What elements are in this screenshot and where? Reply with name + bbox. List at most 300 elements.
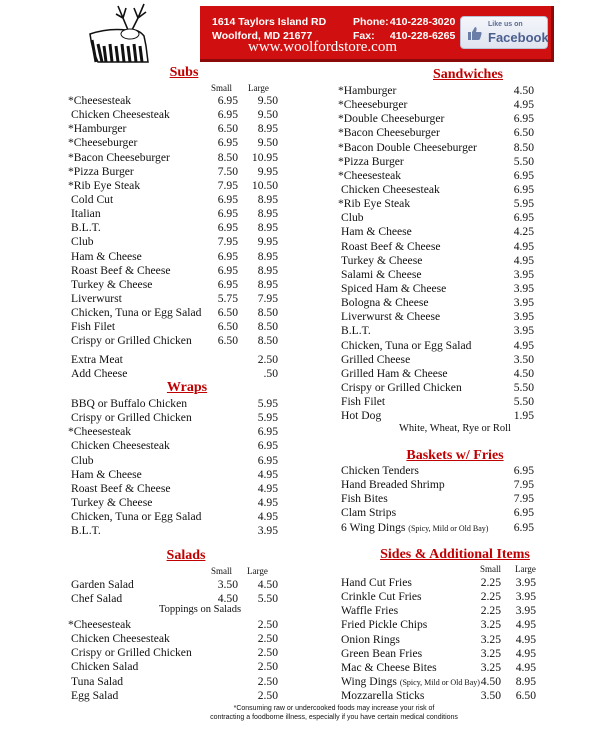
item-name-text: Grilled Ham & Cheese: [341, 366, 448, 380]
item-price-large: 9.50: [257, 94, 278, 107]
item-price-price: 4.95: [257, 467, 278, 481]
item-name: [71, 221, 101, 235]
baskets-list: [338, 464, 538, 535]
item-name: [71, 306, 201, 320]
item-name-text: *Bacon Double Cheeseburger: [338, 140, 477, 154]
item-price-small: 6.95: [217, 136, 238, 150]
item-price-price: 5.95: [513, 197, 534, 211]
item-price-small: 8.50: [217, 150, 238, 164]
item-price-price: 6.95: [513, 112, 534, 126]
item-name: [68, 165, 134, 179]
menu-item: [338, 661, 538, 675]
menu-item: [338, 183, 538, 197]
item-price-price: 7.95: [513, 492, 534, 506]
item-name-text: Green Bean Fries: [341, 646, 423, 660]
item-price-small: 7.95: [217, 178, 238, 192]
sides-list: [338, 576, 538, 703]
item-name-text: Wing Dings: [341, 674, 397, 688]
item-price-large: 8.95: [257, 263, 278, 277]
item-name-text: Club: [341, 211, 364, 225]
item-price-large: 9.95: [257, 235, 278, 249]
menu-item: [338, 296, 538, 310]
sides-large-header: Large: [515, 564, 536, 574]
item-price-price: 2.50: [257, 632, 278, 646]
menu-item: [68, 334, 278, 348]
deer-logo-icon: [88, 0, 158, 64]
item-name-text: Chicken, Tuna or Egg Salad: [341, 338, 472, 352]
item-name: [68, 618, 131, 632]
item-price-small: 6.50: [217, 122, 238, 136]
item-price-small: 7.95: [217, 235, 238, 249]
item-price-large: 4.50: [257, 578, 278, 591]
item-price-price: 3.95: [257, 524, 278, 538]
item-price-large: 3.95: [515, 590, 536, 604]
salads-large-header: Large: [247, 566, 268, 576]
item-price-price: 5.50: [513, 380, 534, 394]
item-name-text: Add Cheese: [71, 367, 128, 381]
item-price-price: 5.95: [257, 397, 278, 410]
item-name: [341, 282, 446, 296]
menu-item: [68, 524, 278, 538]
fax-number: 410-228-6265: [389, 30, 456, 42]
item-name: [341, 339, 471, 353]
menu-item: [338, 141, 538, 155]
menu-item: [338, 353, 538, 367]
item-price-price: 3.95: [513, 267, 534, 281]
item-price-price: 3.95: [513, 310, 534, 324]
item-price-price: 8.50: [513, 140, 534, 154]
sandwiches-list: [338, 84, 538, 423]
menu-item: [338, 197, 538, 211]
item-price-small: 6.95: [217, 249, 238, 263]
item-price-small: 2.25: [480, 604, 501, 618]
item-price-large: 9.50: [257, 108, 278, 122]
item-name: [338, 98, 407, 112]
item-name: [341, 478, 445, 492]
item-name-text: Roast Beef & Cheese: [341, 239, 441, 253]
item-price-large: 4.95: [515, 632, 536, 646]
item-name: [338, 126, 440, 140]
item-name-text: Chicken Cheesesteak: [71, 439, 170, 453]
item-name-text: Chicken Cheesesteak: [71, 632, 170, 646]
address-line2: Woolford, MD 21677: [212, 30, 313, 42]
item-name: [71, 411, 192, 425]
item-name-text: Crispy or Grilled Chicken: [71, 411, 192, 425]
item-name: [71, 468, 142, 482]
menu-item: [68, 292, 278, 306]
item-name: [71, 353, 123, 367]
food-safety-footnote: [210, 704, 458, 722]
item-name: [71, 250, 142, 264]
item-price-large: 5.50: [257, 592, 278, 606]
item-price-large: 3.95: [515, 604, 536, 618]
item-price-large: 8.95: [515, 674, 536, 688]
menu-item: [68, 411, 278, 425]
item-name-text: Crispy or Grilled Chicken: [71, 646, 192, 660]
menu-item: [338, 126, 538, 140]
item-price-small: 5.75: [217, 291, 238, 305]
item-price-price: 5.50: [513, 154, 534, 168]
item-name: [71, 108, 170, 122]
item-name: [341, 211, 364, 225]
phone-label: Phone:: [353, 16, 389, 28]
sides-small-header: Small: [480, 564, 502, 574]
item-price-price: 4.95: [257, 481, 278, 495]
item-price-price: 2.50: [257, 618, 278, 631]
item-name: [68, 179, 140, 193]
item-price-small: 6.50: [217, 306, 238, 320]
item-name-text: Crispy or Grilled Chicken: [71, 334, 192, 348]
item-name-text: Hand Cut Fries: [341, 576, 412, 589]
item-name-text: *Bacon Cheeseburger: [338, 126, 440, 140]
menu-item: [68, 367, 278, 381]
subs-list: [68, 94, 278, 349]
menu-item: [68, 689, 278, 703]
item-name-text: Liverwurst: [71, 291, 122, 305]
menu-item: [68, 136, 278, 150]
item-name: [71, 482, 171, 496]
item-price-small: 3.25: [480, 646, 501, 660]
menu-item: [68, 165, 278, 179]
item-name: [71, 632, 170, 646]
item-name: [341, 409, 381, 423]
item-name-text: Chef Salad: [71, 592, 123, 606]
item-name: [341, 647, 422, 661]
item-name-text: Tuna Salad: [71, 674, 124, 688]
item-name: [71, 278, 152, 292]
item-price-large: 4.95: [515, 660, 536, 674]
item-price-price: 5.50: [513, 395, 534, 409]
item-price-price: 3.95: [513, 281, 534, 295]
item-name-text: Ham & Cheese: [341, 225, 412, 239]
phone-number: 410-228-3020: [389, 16, 456, 28]
footnote-line1: *Consuming raw or undercooked foods may increase your risk of: [233, 705, 435, 712]
item-name: [341, 506, 396, 520]
item-name-text: Spiced Ham & Cheese: [341, 281, 447, 295]
item-name-text: Chicken Salad: [71, 660, 139, 674]
item-name-text: *Rib Eye Steak: [338, 197, 411, 211]
salad-toppings-list: [68, 618, 278, 703]
menu-item: [68, 482, 278, 496]
item-name-text: Club: [71, 453, 94, 467]
item-name: [341, 296, 429, 310]
facebook-like-button[interactable]: [460, 16, 548, 49]
item-name: [71, 592, 122, 606]
menu-item: [338, 478, 538, 492]
item-name: [68, 122, 126, 136]
item-price-large: 8.95: [257, 122, 278, 136]
item-name-text: Bologna & Cheese: [341, 296, 429, 310]
item-price-price: 2.50: [257, 688, 278, 702]
item-name: [71, 207, 101, 221]
item-name: [341, 689, 424, 703]
item-name: [71, 320, 115, 334]
item-price-price: 4.50: [513, 84, 534, 97]
item-name-text: BBQ or Buffalo Chicken: [71, 397, 188, 410]
item-name: [68, 94, 131, 108]
item-name-text: Roast Beef & Cheese: [71, 481, 171, 495]
item-price-small: 3.25: [480, 660, 501, 674]
item-name-text: *Pizza Burger: [338, 154, 404, 168]
menu-item: [68, 618, 278, 632]
menu-item: [338, 675, 538, 689]
item-name: [341, 353, 410, 367]
item-name-text: *Pizza Burger: [68, 164, 134, 178]
item-name-text: Chicken Tenders: [341, 464, 419, 477]
item-price-large: 9.95: [257, 164, 278, 178]
menu-item: [338, 225, 538, 239]
item-price-price: 6.50: [513, 126, 534, 140]
item-price-small: 7.50: [217, 164, 238, 178]
item-price-small: 6.50: [217, 334, 238, 348]
baskets-title: Baskets w/ Fries: [406, 448, 504, 463]
wraps-title: Wraps: [166, 380, 208, 395]
menu-item: [68, 468, 278, 482]
item-name-text: Garden Salad: [71, 578, 134, 591]
toppings-label: Toppings on Salads: [158, 604, 242, 615]
menu-item: [68, 454, 278, 468]
menu-item: [68, 353, 278, 367]
menu-item: [338, 604, 538, 618]
menu-item: [338, 576, 538, 590]
menu-item: [338, 324, 538, 338]
item-name-text: *Cheeseburger: [338, 98, 408, 112]
facebook-line1: Like us on: [488, 21, 523, 28]
item-price-price: 6.95: [513, 464, 534, 477]
subs-extras-list: [68, 353, 278, 381]
item-name-text: Turkey & Cheese: [341, 253, 423, 267]
menu-item: [338, 689, 538, 703]
item-name: [338, 155, 404, 169]
menu-item: [338, 647, 538, 661]
menu-item: [68, 578, 278, 592]
item-name-text: *Rib Eye Steak: [68, 178, 141, 192]
menu-item: [338, 254, 538, 268]
item-name: [338, 197, 410, 211]
item-price-price: 2.50: [257, 660, 278, 674]
item-price-price: 4.95: [513, 98, 534, 112]
menu-item: [338, 521, 538, 535]
menu-item: [68, 250, 278, 264]
item-name: [71, 334, 192, 348]
menu-item: [338, 268, 538, 282]
item-name-text: Crispy or Grilled Chicken: [341, 380, 462, 394]
item-note: (Spicy, Mild or Old Bay): [408, 523, 489, 533]
menu-item: [338, 84, 538, 98]
item-price-small: 6.95: [217, 94, 238, 107]
menu-item: [338, 409, 538, 423]
item-price-price: 4.95: [513, 253, 534, 267]
item-price-price: 4.50: [513, 366, 534, 380]
menu-item: [338, 506, 538, 520]
salads-list: [68, 578, 278, 606]
item-price-price: 6.95: [513, 506, 534, 520]
menu-item: [68, 221, 278, 235]
menu-item: [68, 207, 278, 221]
item-name-text: Fish Bites: [341, 492, 388, 506]
menu-item: [338, 282, 538, 296]
item-name-text: Chicken Cheesesteak: [341, 182, 440, 196]
item-price-large: 8.95: [257, 192, 278, 206]
menu-item: [68, 235, 278, 249]
menu-item: [68, 306, 278, 320]
menu-item: [68, 278, 278, 292]
menu-item: [338, 590, 538, 604]
item-name: [341, 254, 422, 268]
item-name-text: Ham & Cheese: [71, 467, 142, 481]
item-name: [71, 264, 171, 278]
item-price-large: 8.95: [257, 207, 278, 221]
item-name-text: Cold Cut: [71, 192, 114, 206]
item-price-price: 6.95: [513, 520, 534, 534]
menu-item: [68, 632, 278, 646]
item-name: [341, 633, 400, 647]
menu-item: [68, 439, 278, 453]
item-name-text: *Cheeseburger: [68, 136, 138, 150]
menu-item: [68, 179, 278, 193]
menu-item: [338, 395, 538, 409]
footnote-line2: contracting a foodborne illness, especially if you have certain medical conditions: [210, 714, 458, 721]
subs-small-header: Small: [211, 83, 233, 93]
item-price-large: 8.95: [257, 277, 278, 291]
item-name: [71, 524, 101, 538]
subs-large-header: Large: [248, 83, 269, 93]
item-name-text: Mozzarella Sticks: [341, 689, 425, 703]
address-line1: 1614 Taylors Island RD: [212, 16, 327, 28]
item-price-price: 7.95: [513, 478, 534, 492]
sides-title: Sides & Additional Items: [380, 547, 530, 562]
item-price-small: 6.95: [217, 207, 238, 221]
item-name-text: Turkey & Cheese: [71, 495, 153, 509]
item-name: [338, 112, 444, 126]
facebook-line2: Facebook: [488, 30, 549, 45]
item-name-text: B.L.T.: [71, 524, 101, 538]
item-name: [341, 324, 371, 338]
salads-small-header: Small: [211, 566, 233, 576]
menu-item: [68, 264, 278, 278]
wraps-list: [68, 397, 278, 538]
item-name: [71, 235, 94, 249]
item-name-text: Liverwurst & Cheese: [341, 310, 441, 324]
item-name-text: *Hamburger: [338, 84, 397, 97]
item-price-price: 1.95: [513, 409, 534, 423]
item-name: [68, 136, 137, 150]
item-name-text: Waffle Fries: [341, 604, 399, 618]
menu-item: [68, 660, 278, 674]
item-name-text: Onion Rings: [341, 632, 400, 646]
item-price-small: 6.95: [217, 221, 238, 235]
item-price-large: 8.50: [257, 334, 278, 348]
menu-item: [338, 339, 538, 353]
thumbs-up-icon: [467, 25, 483, 41]
item-name: [71, 646, 192, 660]
item-price-small: 6.95: [217, 263, 238, 277]
item-price-price: 4.25: [513, 225, 534, 239]
item-name: [341, 310, 440, 324]
item-price-price: 5.95: [257, 411, 278, 425]
item-name: [71, 397, 187, 411]
item-name-text: Egg Salad: [71, 688, 119, 702]
item-price-price: 6.95: [513, 168, 534, 182]
subs-title: Subs: [169, 65, 199, 80]
item-name: [341, 590, 422, 604]
item-name: [341, 675, 480, 690]
item-name-text: Chicken, Tuna or Egg Salad: [71, 510, 202, 524]
item-name-text: *Double Cheeseburger: [338, 112, 445, 126]
item-name: [341, 576, 412, 590]
item-name-text: Italian: [71, 207, 101, 221]
item-name-text: Fish Filet: [341, 395, 386, 409]
item-name-text: Hot Dog: [341, 409, 382, 423]
item-price-large: 7.95: [257, 291, 278, 305]
item-name: [71, 439, 170, 453]
item-price-large: 6.50: [515, 689, 536, 703]
item-name-text: Ham & Cheese: [71, 249, 142, 263]
item-name-text: Fish Filet: [71, 320, 116, 334]
menu-item: [338, 633, 538, 647]
item-name-text: Hand Breaded Shrimp: [341, 478, 445, 492]
fax-label: Fax:: [353, 30, 375, 42]
item-price-large: 8.50: [257, 320, 278, 334]
menu-item: [68, 151, 278, 165]
menu-item: [68, 496, 278, 510]
item-name: [71, 367, 127, 381]
item-price-price: 4.95: [513, 239, 534, 253]
item-price-price: 6.95: [513, 211, 534, 225]
menu-item: [338, 155, 538, 169]
item-name: [71, 510, 201, 524]
item-price-small: 6.95: [217, 192, 238, 206]
item-name: [71, 496, 152, 510]
item-name-text: Fried Pickle Chips: [341, 618, 428, 632]
menu-item: [338, 381, 538, 395]
item-name-text: Crinkle Cut Fries: [341, 590, 422, 604]
item-price-small: 3.50: [217, 578, 238, 591]
menu-item: [68, 108, 278, 122]
item-name: [338, 141, 477, 155]
item-price-small: 4.50: [217, 592, 238, 606]
item-name: [68, 425, 131, 439]
item-name: [341, 521, 488, 536]
item-name-text: *Cheesesteak: [68, 618, 132, 631]
item-price-price: 3.50: [513, 352, 534, 366]
item-name-text: *Cheesesteak: [68, 425, 132, 439]
item-price-price: 2.50: [257, 353, 278, 366]
item-name-text: Clam Strips: [341, 506, 397, 520]
menu-item: [338, 112, 538, 126]
item-price-price: 6.95: [257, 425, 278, 439]
salads-title: Salads: [166, 548, 206, 563]
item-name: [341, 395, 385, 409]
item-note: (Spicy, Mild or Old Bay): [399, 677, 480, 687]
item-price-large: 8.95: [257, 221, 278, 235]
item-name-text: Roast Beef & Cheese: [71, 263, 171, 277]
item-price-price: 6.95: [257, 453, 278, 467]
item-price-price: 4.95: [257, 510, 278, 524]
item-name: [71, 193, 113, 207]
menu-item: [338, 618, 538, 632]
item-price-price: 4.95: [513, 338, 534, 352]
item-name: [341, 464, 419, 478]
menu-item: [68, 592, 278, 606]
item-name: [71, 675, 123, 689]
item-name: [341, 268, 422, 282]
menu-item: [338, 367, 538, 381]
item-name-text: Salami & Cheese: [341, 267, 422, 281]
item-name: [341, 240, 441, 254]
website-link[interactable]: www.woolfordstore.com: [248, 39, 397, 55]
item-price-price: .50: [263, 367, 278, 381]
